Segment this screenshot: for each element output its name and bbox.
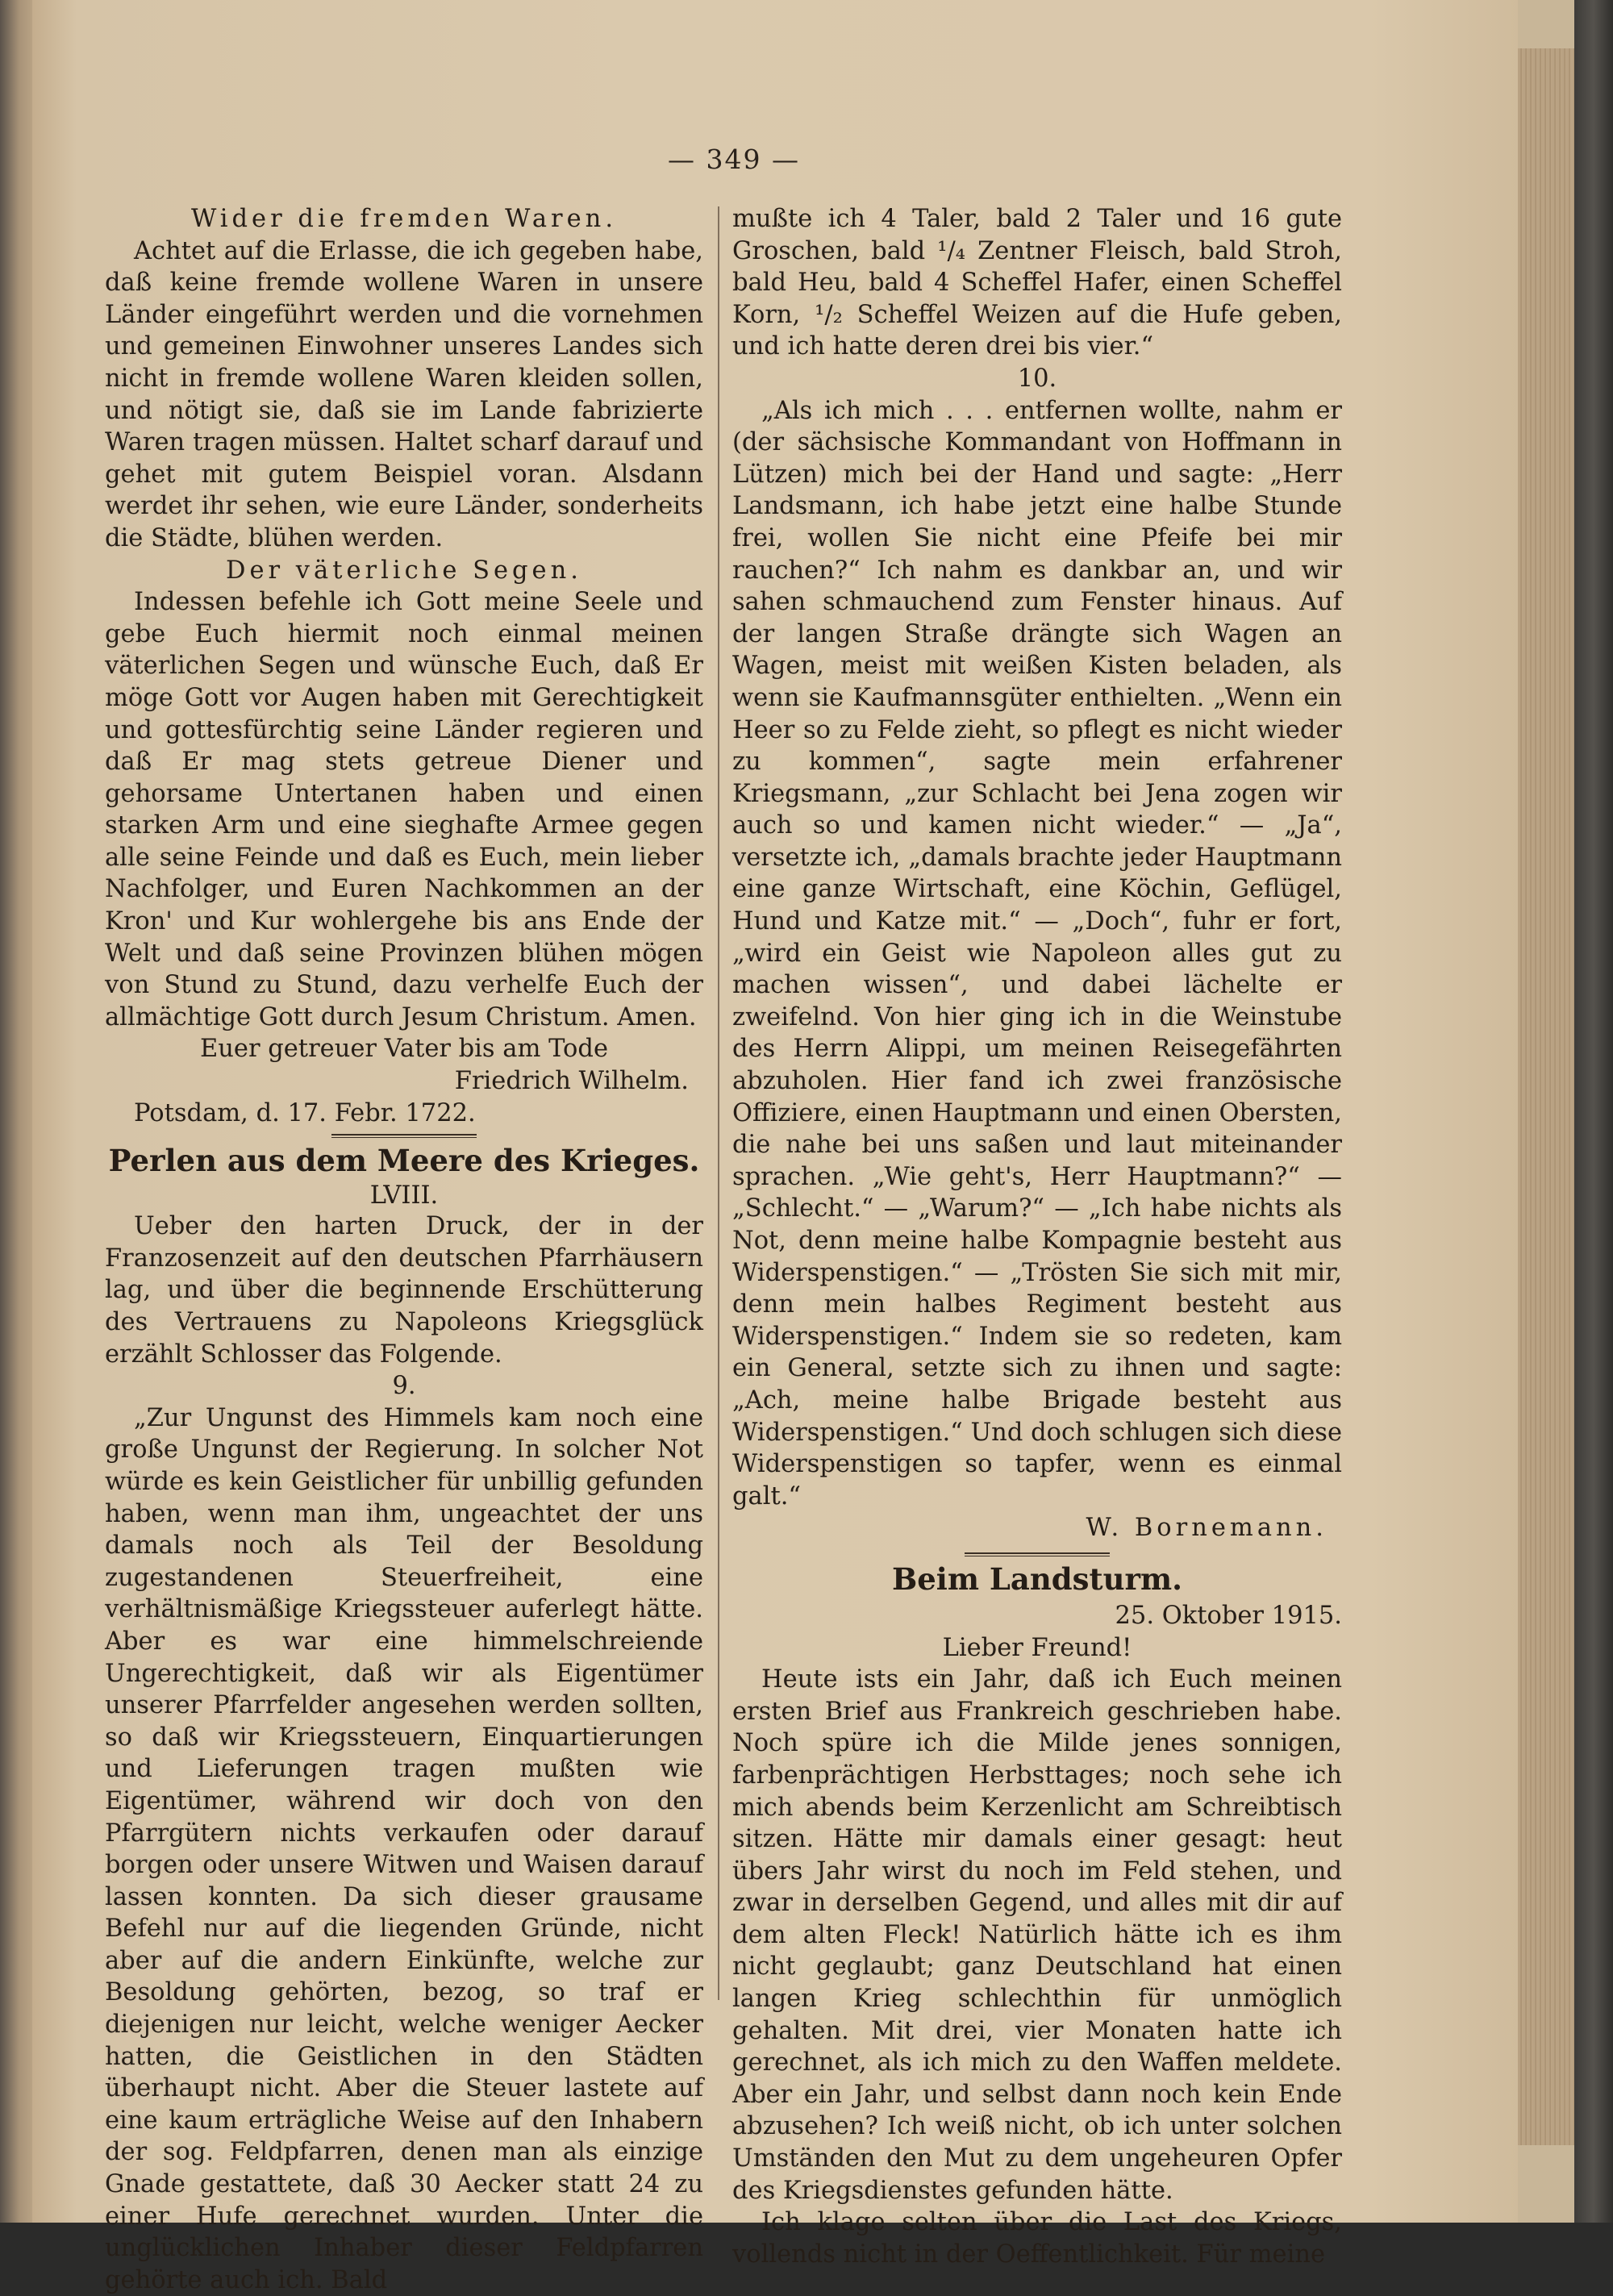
page-number: — 349 — xyxy=(668,144,800,175)
section-title-segen: Der väterliche Segen. xyxy=(226,556,582,585)
salutation: Lieber Freund! xyxy=(942,1633,1132,1662)
article-title-perlen: Perlen aus dem Meere des Krieges. xyxy=(108,1143,700,1179)
article-title-landsturm: Beim Landsturm. xyxy=(891,1561,1182,1597)
paragraph-intro: Ueber den harten Druck, der in der Franzosenzeit auf den deutschen Pfarrhäusern lag, und über die beginnende Erschütterung des Vertrauens zu Napoleons Kriegsglück erzählt Schlosser das Folgende. xyxy=(105,1212,703,1369)
part-number-9: 9. xyxy=(392,1372,416,1401)
place-date: Potsdam, d. 17. Febr. 1722. xyxy=(134,1098,476,1127)
article-date: 25. Oktober 1915. xyxy=(1115,1601,1342,1630)
article-number: LVIII. xyxy=(369,1181,439,1211)
paragraph-part-10: „Als ich mich . . . entfernen wollte, nahm er (der sächsische Kommandant von Hoffmann in Lützen) mich bei der Hand und sagte: „Herr Landsmann, ich habe jetzt eine halbe Stunde frei, wollen Sie nicht eine Pfeife bei mir rauchen?“ Ich nahm es dankbar an, und wir sahen schmauchend zum Fenster hinaus. Auf der langen Straße drängte sich Wagen an Wagen, meist mit weißen Kisten beladen, als wenn sie Kaufmannsgüter enthielten. „Wenn ein Heer so zu Felde zieht, so pflegt es nicht wieder zu kommen“, sagte mein erfahrener Kriegsmann, „zur Schlacht bei Jena zogen wir auch so und kamen nicht wieder.“ — „Ja“, versetzte ich, „damals brachte jeder Hauptmann eine ganze Wirtschaft, eine Köchin, Geflügel, Hund und Katze mit.“ — „Doch“, fuhr er fort, „wird ein Geist wie Napoleon alles gut zu machen wissen“, und dabei lächelte er zweifelnd. Von hier ging ich in die Weinstube des Herrn Alippi, um meinen Reisegefährten abzuholen. Hier fand ich zwei französische Offiziere, einen Hauptmann und einen Obersten, die nahe bei uns saßen und laut miteinander sprachen. „Wie geht's, Herr Hauptmann?“ — „Schlecht.“ — „Warum?“ — „Ich habe nichts als Not, denn meine halbe Kompagnie besteht aus Widerspenstigen.“ — „Trösten Sie sich mit mir, denn mein halbes Regiment besteht aus Widerspenstigen.“ Indem sie so redeten, kam ein General, setzte sich zu ihnen und sagte: „Ach, meine halbe Brigade besteht aus Widerspenstigen.“ Und doch schlugen sich diese Widerspenstigen so tapfer, wenn es einmal galt.“ xyxy=(732,396,1342,1511)
book-cover xyxy=(1574,0,1613,2223)
left-column xyxy=(105,203,703,2296)
paragraph-part-9: „Zur Ungunst des Himmels kam noch eine große Ungunst der Regierung. In solcher Not würde es kein Geistlicher für unbillig gefunden haben, wenn man ihm, ungeachtet der uns damals noch als Teil der Besoldung zugestandenen Steuerfreiheit, eine verhältnismäßige Kriegssteuer auferlegt hätte. Aber es war eine himmelschreiende Ungerechtigkeit, daß wir als Eigentümer unserer Pfarrfelder angesehen werden sollten, so daß wir Kriegssteuern, Einquartierungen und Lieferungen tragen mußten wie Eigentümer, während wir doch von den Pfarrgütern nichts verkaufen oder darauf borgen oder unsere Witwen und Waisen darauf lassen konnten. Da sich dieser grausame Befehl nur auf die liegenden Gründe, nicht aber auf die andern Einkünfte, welche zur Besoldung gehörten, bezog, so traf er diejenigen nur leicht, welche weniger Aecker hatten, die Geistlichen in den Städten überhaupt nicht. Aber die Steuer lastete auf eine kaum erträgliche Weise auf den Inhabern der sog. Feldpfarren, denen man als einzige Gnade gestattete, daß 30 Aecker statt 24 zu einer Hufe gerechnet wurden. Unter die unglücklichen Inhaber dieser Feldpfarren gehörte auch ich. Bald xyxy=(105,1403,703,2294)
part-number-10: 10. xyxy=(1017,364,1057,393)
paragraph-continuation: mußte ich 4 Taler, bald 2 Taler und 16 gute Groschen, bald ¹/₄ Zentner Fleisch, bald Stroh, bald Heu, bald 4 Scheffel Hafer, einen Scheffel Korn, ¹/₂ Scheffel Weizen auf die Hufe geben, und ich hatte deren drei bis vier.“ xyxy=(732,205,1342,361)
paragraph-segen: Indessen befehle ich Gott meine Seele und gebe Euch hiermit noch einmal meinen väterlichen Segen und wünsche Euch, daß Er möge Gott vor Augen haben mit Gerechtigkeit und gottesfürchtig seine Länder regieren und daß Er mag stets getreue Diener und gehorsame Untertanen haben und einen starken Arm und eine sieghafte Armee gegen alle seine Feinde und daß es Euch, mein lieber Nachfolger, und Euren Nachkommen an der Kron' und Kur wohlergehe bis ans Ende der Welt und daß seine Provinzen blühen mögen von Stund zu Stund, dazu verhelfe Euch der allmächtige Gott durch Jesum Christum. Amen. xyxy=(105,588,703,1031)
paragraph-letter-2: Ich klage selten über die Last des Kriegs, vollends nicht in der Oeffentlichkeit. Für meine xyxy=(732,2208,1342,2269)
author-signature: W. Bornemann. xyxy=(1086,1514,1327,1543)
section-title-fremde-waren: Wider die fremden Waren. xyxy=(190,205,618,233)
paragraph-letter-1: Heute ists ein Jahr, daß ich Euch meinen ersten Brief aus Frankreich geschrieben habe. Noch spüre ich die Milde jenes sonnigen, farbenprächtigen Herbsttages; noch sehe ich mich abends beim Kerzenlicht am Schreibtisch sitzen. Hätte mir damals einer gesagt: heut übers Jahr wirst du noch im Feld stehen, und zwar in derselben Gegend, und alles mit dir auf dem alten Fleck! Natürlich hätte ich es ihm nicht geglaubt; ganz Deutschland hat einen langen Krieg schlechthin für unmöglich gehalten. Mit drei, vier Monaten hatte ich gerechnet, als ich mich zu den Waffen meldete. Aber ein Jahr, und selbst dann noch kein Ende abzusehen? Ich weiß nicht, ob ich unter solchen Umständen den Mut zu dem ungeheuren Opfer des Kriegsdienstes gefunden hätte. xyxy=(732,1665,1342,2205)
closing-line: Euer getreuer Vater bis am Tode xyxy=(200,1035,608,1064)
column-divider xyxy=(718,206,719,2000)
signature: Friedrich Wilhelm. xyxy=(454,1067,689,1096)
section-divider xyxy=(331,1134,477,1138)
page-stack-edge xyxy=(1518,48,1574,2145)
paragraph-fremde-waren: Achtet auf die Erlasse, die ich gegeben habe, daß keine fremde wollene Waren in unsere Länder eingeführt werden und die vornehmen und gemeinen Einwohner unseres Landes sich nicht in fremde wollene Waren kleiden sollen, und nötigt sie, daß sie im Lande fabrizierte Waren tragen müssen. Haltet scharf darauf und gehet mit gutem Beispiel voran. Alsdann werdet ihr sehen, wie eure Länder, sonderheits die Städte, blühen werden. xyxy=(105,236,703,552)
previous-page-edge xyxy=(0,0,32,2223)
section-divider xyxy=(965,1552,1110,1556)
right-column xyxy=(732,203,1342,2270)
